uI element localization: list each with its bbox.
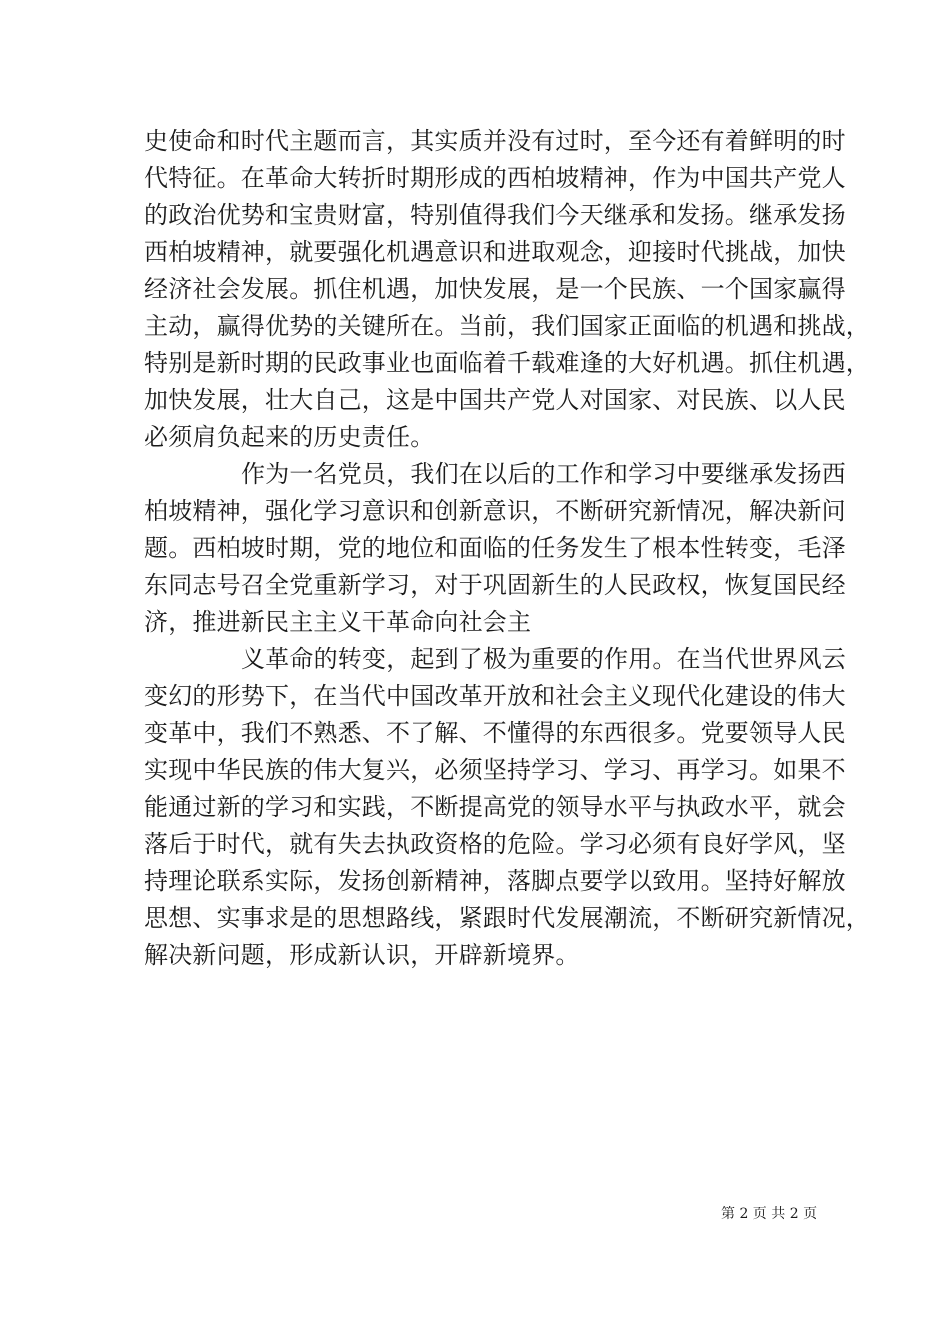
text-line: 必须肩负起来的历史责任。 [144,423,435,451]
text-line: 柏坡精神，强化学习意识和创新意识，不断研究新情况，解决新问 [144,497,846,525]
text-line: 题。西柏坡时期，党的地位和面临的任务发生了根本性转变，毛泽 [144,534,846,562]
text-line: 代特征。在革命大转折时期形成的西柏坡精神，作为中国共产党人 [144,164,846,192]
text-line: 持理论联系实际，发扬创新精神，落脚点要学以致用。坚持好解放 [144,867,846,895]
text-line: 落后于时代，就有失去执政资格的危险。学习必须有良好学风，坚 [144,830,846,858]
text-line: 经济社会发展。抓住机遇，加快发展，是一个民族、一个国家赢得 [144,275,846,303]
page-number: 第 2 页 共 2 页 [721,1206,818,1222]
text-line: 史使命和时代主题而言，其实质并没有过时，至今还有着鲜明的时 [144,127,846,155]
text-line: 变幻的形势下，在当代中国改革开放和社会主义现代化建设的伟大 [144,682,846,710]
text-line: 特别是新时期的民政事业也面临着千载难逢的大好机遇。抓住机遇， [144,349,870,377]
text-line: 西柏坡精神，就要强化机遇意识和进取观念，迎接时代挑战，加快 [144,238,846,266]
text-line: 主动，赢得优势的关键所在。当前，我们国家正面临的机遇和挑战， [144,312,870,340]
paragraph-first-line: 义革命的转变，起到了极为重要的作用。在当代世界风云 [241,645,846,673]
text-line: 解决新问题，形成新认识，开辟新境界。 [144,941,580,969]
text-line: 实现中华民族的伟大复兴，必须坚持学习、学习、再学习。如果不 [144,756,846,784]
paragraph-first-line: 作为一名党员，我们在以后的工作和学习中要继承发扬西 [241,460,846,488]
text-line: 东同志号召全党重新学习，对于巩固新生的人民政权，恢复国民经 [144,571,846,599]
text-line: 的政治优势和宝贵财富，特别值得我们今天继承和发扬。继承发扬 [144,201,846,229]
text-line: 济，推进新民主主义干革命向社会主 [144,608,532,636]
text-line: 思想、实事求是的思想路线，紧跟时代发展潮流，不断研究新情况， [144,904,870,932]
text-line: 能通过新的学习和实践，不断提高党的领导水平与执政水平，就会 [144,793,846,821]
text-line: 变革中，我们不熟悉、不了解、不懂得的东西很多。党要领导人民 [144,719,846,747]
text-line: 加快发展，壮大自己，这是中国共产党人对国家、对民族、以人民 [144,386,846,414]
